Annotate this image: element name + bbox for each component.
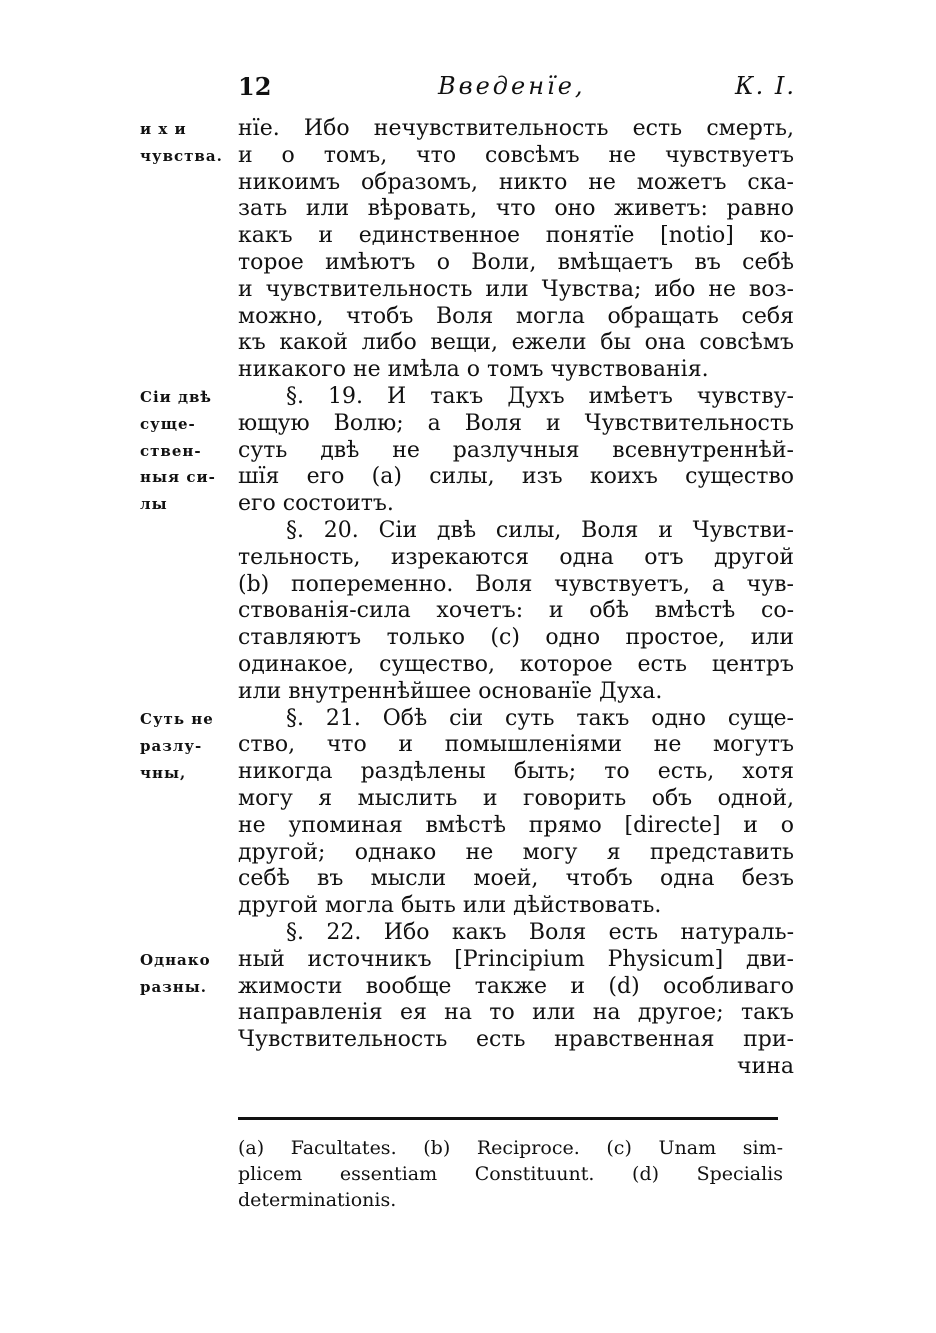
footnote-line: (a) Facultates. (b) Reciproce. (c) Unam sim-	[238, 1137, 783, 1159]
text-line: и о томъ, что совсѣмъ не чувствуетъ	[238, 142, 794, 168]
footnote-rule	[238, 1117, 778, 1120]
text-line: другой могла быть или дѣйствовать.	[238, 893, 662, 919]
text-line: его состоитъ.	[238, 491, 394, 517]
footnote-line: plicem essentiam Constituunt. (d) Specialis	[238, 1163, 783, 1185]
text-line: какъ и единственное понятїе [notio] ко-	[238, 223, 794, 249]
section-22-heading-line: §. 22. Ибо какъ Воля есть натураль-	[286, 919, 794, 945]
margin-note: и х и чувства.	[140, 120, 223, 165]
margin-note: Однако разны.	[140, 951, 211, 996]
text-line: къ какой либо вещи, ежели бы она совсѣмъ	[238, 330, 794, 356]
text-line: ный источникъ [Principium Physicum] дви-	[238, 946, 794, 972]
margin-note: Суть не разлу- чны,	[140, 710, 214, 782]
text-line: одинакое, существо, которое есть центръ	[238, 651, 794, 677]
text-line: шїя его (a) силы, изъ коихъ существо	[238, 464, 794, 490]
section-20-heading-line: §. 20. Сіи двѣ силы, Воля и Чувстви-	[286, 517, 794, 543]
text-line: суть двѣ не разлучныя всевнутреннѣй-	[238, 437, 794, 463]
section-19-heading-line: §. 19. И такъ Духъ имѣетъ чувству-	[286, 383, 794, 409]
text-line: могу я мыслить и говорить объ одной,	[238, 785, 794, 811]
text-line: направленія ея на то или на другое; такъ	[238, 1000, 794, 1026]
text-line: ставляютъ только (c) одно простое, или	[238, 625, 794, 651]
footnote-line: determinationis.	[238, 1189, 397, 1211]
text-line: или внутреннѣйшее основанїе Духа.	[238, 678, 663, 704]
margin-note: Сіи двѣ суще- ствен- ныя си- лы	[140, 388, 216, 514]
text-line: Чувствительность есть нравственная при-	[238, 1027, 794, 1053]
text-line: торое имѣютъ о Воли, вмѣщаетъ въ себѣ	[238, 249, 794, 275]
text-line: жимости вообще также и (d) особливаго	[238, 973, 794, 999]
text-line: зать или вѣровать, что оно живетъ: равно	[238, 196, 794, 222]
footnotes	[238, 1135, 783, 1213]
text-line: никоимъ образомъ, никто не можетъ ска-	[238, 169, 794, 195]
running-header	[238, 72, 796, 106]
catchword: чина	[737, 1053, 794, 1079]
chapter-label: К. I.	[735, 72, 796, 100]
text-line: другой; однако не могу я представить	[238, 839, 794, 865]
text-line: никакого не имѣла о томъ чувствованія.	[238, 357, 709, 383]
text-line: тельность, изрекаются одна отъ другой	[238, 544, 794, 570]
text-line: ющую Волю; а Воля и Чувствительность	[238, 410, 794, 436]
text-line: ствованія-сила хочетъ: и обѣ вмѣстѣ со-	[238, 598, 794, 624]
text-line: нїе. Ибо нечувствительность есть смерть,	[238, 116, 794, 141]
page-number: 12	[238, 72, 272, 101]
text-line: можно, чтобъ Воля могла обращать себя	[238, 303, 794, 329]
running-title: Введенїе,	[438, 72, 586, 100]
section-21-heading-line: §. 21. Обѣ сіи суть такъ одно суще-	[286, 705, 794, 731]
text-line: не упоминая вмѣстѣ прямо [directe] и о	[238, 812, 794, 838]
text-line: никогда раздѣлены быть; то есть, хотя	[238, 759, 794, 785]
text-line: (b) попеременно. Воля чувствуетъ, а чув-	[238, 571, 794, 597]
text-line: себѣ въ мысли моей, чтобъ одна безъ	[238, 866, 794, 892]
body-text	[238, 116, 794, 1081]
text-line: и чувствительность или Чувства; ибо не воз-	[238, 276, 794, 302]
text-line: ство, что и помышленіями не могутъ	[238, 732, 794, 758]
